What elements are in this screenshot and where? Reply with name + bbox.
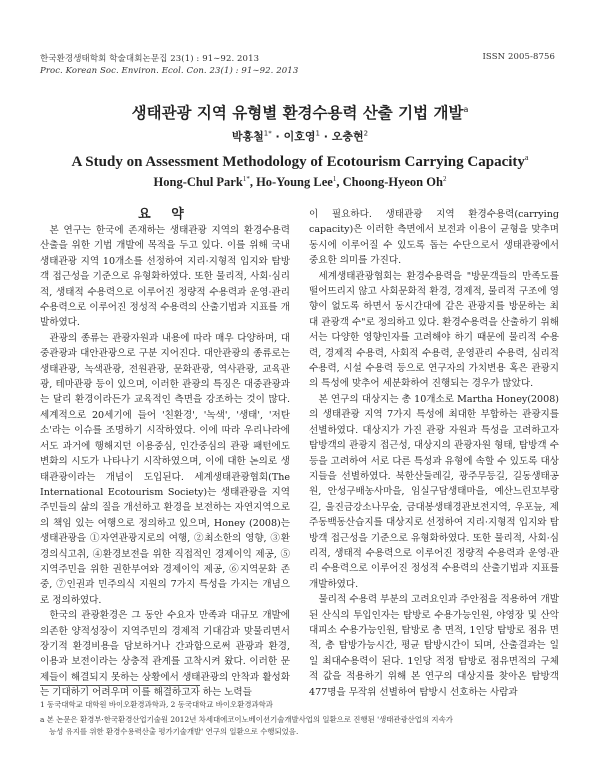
left-column [40,223,290,701]
title-footnote-mark: a [524,153,529,162]
author-name: 이호영 [283,130,316,143]
author-name: 오충현 [331,130,364,143]
body-paragraph: 본 연구는 한국에 존재하는 생태관광 지역의 환경수용력 산출을 위한 기법 개발에 목적을 두고 있다. 이를 위해 국내 생태관광 지역 10개소를 선정하여 지리·지형적 입지와 탐방객 접근성을 기준으로 유형화하였다. 또한 물리적, 사회·심리적, 생태적 수용력으로 이루어진 정량적 수용력과 운영·관리 수용력으로 이루어진 정성적 수용력의 산출기법과 지표를 개발하였다. [40,225,290,329]
title-text: 생태관광 지역 유형별 환경수용력 산출 기법 개발 [131,104,464,122]
author-name: Ho-Young Lee [256,175,333,190]
author-affiliation-mark: 1 [315,129,320,138]
author-separator: , [336,175,343,190]
paper-title-korean [0,101,600,123]
author-name: Hong-Chul Park [153,175,243,190]
journal-title-korean: 한국환경생태학회 학술대회논문집 23(1) : 91∼92. 2013 [40,54,260,64]
body-paragraph: 본 연구의 대상지는 총 10개소로 Martha Honey(2008)의 생태관광 지역 7가지 특성에 최대한 부합하는 관광지를 선별하였다. 대상지가 가진 관광 자원과 특성을 고려하고자 탐방객의 관광지 접근성, 대상지의 관광자원 형태, 탐방객 수 등을 고려하여 서로 다른 특성과 유형에 속할 수 있도록 대상지들을 선별하였다. 북한산둘레길, 광주무등길, 길동생태공원, 안성구배농사마을, 임실구담생태마을, 예산느린꼬부랑길, 울진금강소나무숲, 금대봉생태경관보전지역, 우포늪, 제주동백동산습지를 대상지로 선정하여 지리·지형적 입지와 탐방객 접근성을 기준으로 유형화하였다. 또한 물리적, 사회·심리적, 생태적 수용력으로 이루어진 정량적 수용력과 운영·관리 수용력으로 이루어진 정성적 수용력의 산출기법과 지표를 개발하였다. [309,393,559,590]
author-affiliation-mark: 1 [332,175,337,183]
journal-title-english: Proc. Korean Soc. Environ. Ecol. Con. 23(1) : 91∼92. 2013 [40,66,299,76]
author-affiliation-mark: 1* [242,175,250,183]
footnote-divider [40,685,200,686]
body-paragraph: 물리적 수용력 부분의 고려요인과 주안점을 적용하여 개발된 산식의 투입인자는 탐방로 수용가능인원, 야영장 및 산악대피소 수용가능인원, 탐방로 총 면적, 1인당 탐방로 점유 면적, 총 탐방가능시간, 평균 탐방시간이 되며, 산출결과는 일일 최대수용력이 된다. 1인당 적정 탐방로 점유면적의 구체적 값을 적용하기 위해 본 연구의 대상지를 찾아온 탐방객 477명을 무작위 선별하여 탐방시 선호하는 사람과 [309,594,559,698]
authors-english [0,175,600,190]
abstract-heading: 요 약 [138,207,192,222]
paper-title-english [0,153,600,171]
author-separator: · [319,130,332,143]
author-affiliation-mark: 2 [442,175,447,183]
author-separator: , [249,175,257,190]
author-affiliation-mark: 2 [363,129,369,138]
body-paragraph: 이 필요하다. 생태관광 지역 환경수용력(carrying capacity)은 이러한 측면에서 보전과 이용이 균형을 맞추며 동시에 이루어질 수 있도록 돕는 수단으로서 생태관광에서 중요한 의미를 가진다. [309,209,559,267]
authors-korean [0,128,600,144]
author-separator: · [271,130,284,143]
body-paragraph: 세계생태관광협회는 환경수용력을 "방문객들의 만족도를 떨어뜨리지 않고 사회문화적 환경, 경제적, 물리적 구조에 영향이 없도록 하면서 동시간대에 같은 관광지를 방문하는 최대 관광객 수"로 정의하고 있다. 환경수용력을 산출하기 위해서는 다양한 영향인자를 고려해야 하기 때문에 물리적 수용력, 경제적 수용력, 사회적 수용력, 운영관리 수용력, 심리적 수용력, 시설 수용력 등으로 연구자의 가치변용 혹은 관광지의 특성에 맞추어 세분화하여 진행되는 경우가 많았다. [309,270,560,390]
affiliation-footnote: 1 동국대학교 대학원 바이오환경과학과, 2 동국대학교 바이오환경과학과 [40,700,273,709]
title-footnote-mark: a [463,104,469,114]
body-paragraph: 관광의 종류는 관광자원과 내용에 따라 매우 다양하며, 대중관광과 대안관광으로 구분 지어진다. 대안관광의 종류로는 생태관광, 녹색관광, 전원관광, 문화관광, 역사관광, 교육관광, 테마관광 등이 있으며, 이러한 관광의 특징은 대중관광과는 달리 환경이라든가 교육적인 측면을 강조하는 것이 많다. 세계적으로 20세기에 들어 '친환경', '녹색', '생태', '저탄소'라는 이슈를 조명하기 시작하였다. 이에 따라 우리나라에서도 과거에 행해지던 이용중심, 인간중심의 관광 패턴에도 변화의 시도가 나타나기 시작하였으며, 이에 대한 논의로 생태관광이라는 개념이 도입된다. 세계생태관광협회(The International Ecotourism Society)는 생태관광을 지역주민들의 삶의 질을 개선하고 환경을 보전하는 자연지역으로의 책임 있는 여행으로 정의하고 있으며, Honey (2008)는 생태관광을 ①자연관광지로의 여행, ②최소한의 영향, ③환경의식고취, ④환경보전을 위한 직접적인 경제이익 제공, ⑤지역주민을 위한 권한부여와 경제이익 제공, ⑥지역문화 존중, ⑦인권과 민주의식 지원의 7가지 특성을 가지는 개념으로 정의하였다. [40,332,290,606]
title-text: A Study on Assessment Methodology of Ecotourism Carrying Capacity [71,154,525,170]
funding-footnote-line: 능성 유지를 위한 환경수용력산출 평가기술개발' 연구의 일환으로 수행되었음. [49,727,299,736]
author-name: Choong-Hyeon Oh [342,175,443,190]
author-affiliation-mark: 1* [263,129,272,138]
author-name: 박홍철 [231,130,264,143]
funding-footnote [40,714,560,738]
issn: ISSN 2005-8756 [482,52,555,62]
body-paragraph: 한국의 관광환경은 그 동안 수요자 만족과 대규모 개발에 의존한 양적성장이 지역주민의 경제적 기대감과 맞물리면서 장기적 환경비용을 담보하거나 간과함으로써 관광과 환경, 이용과 보전이라는 상충적 관계를 고착시켜 왔다. 이러한 문제들이 해결되지 못하는 상황에서 생태관광의 안착과 활성화는 기대하기 어려우며 이를 해결하고자 하는 노력들 [40,610,290,699]
right-column [309,207,559,700]
funding-footnote-line: a 본 논문은 환경부·한국환경산업기술원 2012년 차세대에코이노베이션기술개발사업의 일환으로 진행된 '생태관광산업의 지속가 [40,715,453,724]
